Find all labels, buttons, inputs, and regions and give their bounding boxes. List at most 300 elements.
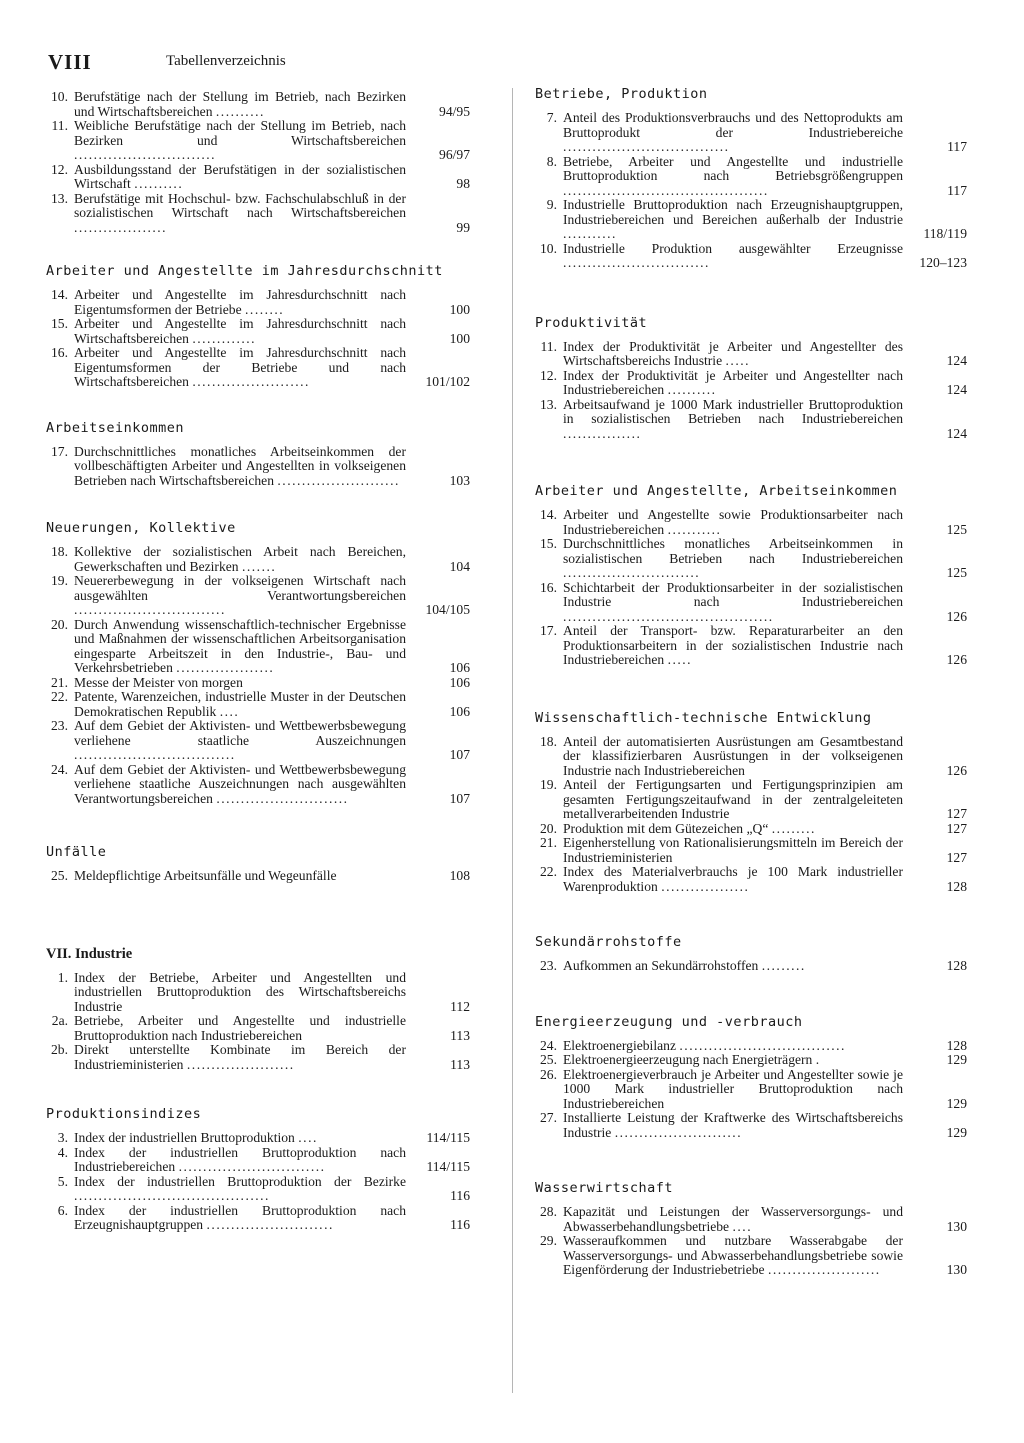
entry-title	[563, 369, 903, 398]
entry-title	[74, 1175, 406, 1204]
entry-text: Messe der Meister von morgen	[74, 674, 243, 690]
entry-text: Index der industriellen Bruttoproduktion der Bezirke	[74, 1173, 406, 1189]
page-ref[interactable]: 100	[449, 301, 470, 317]
toc-entry[interactable]	[46, 690, 470, 719]
entry-number: 22.	[51, 689, 68, 704]
toc-section	[535, 710, 967, 895]
page-ref[interactable]: 94/95	[439, 103, 470, 119]
page-ref[interactable]: 99	[456, 219, 470, 235]
page-ref[interactable]: 126	[946, 608, 967, 624]
toc-section	[535, 1180, 967, 1278]
entry-title	[563, 198, 903, 242]
section-heading: Arbeiter und Angestellte, Arbeitseinkommen	[535, 483, 898, 499]
entry-title	[563, 508, 903, 537]
entry-text: Weibliche Berufstätige nach der Stellung im Betrieb, nach Bezirken und Wirtschaftsbereichen	[74, 118, 406, 148]
entry-number: 23.	[540, 958, 557, 973]
entry-title	[563, 822, 903, 837]
entry-title	[563, 1111, 903, 1140]
toc-entry[interactable]	[46, 445, 470, 489]
page-ref[interactable]: 113	[450, 1056, 470, 1072]
page-ref[interactable]: 120–123	[919, 255, 967, 270]
toc-section	[46, 520, 470, 806]
page-ref[interactable]: 124	[946, 353, 967, 368]
section-heading: Arbeitseinkommen	[46, 419, 185, 436]
entry-number: 9.	[546, 197, 557, 212]
leader-dots: ..........	[215, 103, 265, 119]
entry-title	[563, 398, 903, 442]
page-ref[interactable]: 112	[450, 998, 470, 1014]
entry-number: 10.	[540, 240, 557, 256]
entry-title	[74, 192, 406, 236]
entry-text: Auf dem Gebiet der Aktivisten- und Wettbewerbsbewegung verliehene staatliche Auszeichnungen nach ausgewählten Verantwortungsbereichen	[74, 761, 406, 806]
leader-dots: ..............................	[563, 255, 710, 270]
toc-entry[interactable]	[535, 155, 967, 199]
page-ref[interactable]: 114/115	[426, 1159, 470, 1174]
toc-entry[interactable]	[535, 1234, 967, 1278]
entry-number: 13.	[51, 190, 68, 206]
running-title: Tabellenverzeichnis	[166, 53, 286, 69]
page-ref[interactable]: 114/115	[426, 1130, 470, 1145]
entry-title	[74, 1146, 406, 1175]
entry-text: Wasseraufkommen und nutzbare Wasserabgabe der Wasserversorgungs- und Abwasserbehandlungsbetriebe sowie Eigenförderung der Industriebetriebe	[563, 1233, 903, 1277]
entry-title	[74, 574, 406, 618]
toc-entry[interactable]	[46, 869, 470, 884]
leader-dots: ................	[563, 425, 642, 441]
toc-entry[interactable]	[46, 288, 470, 317]
page-ref[interactable]: 104	[449, 558, 470, 574]
leader-dots: .........	[761, 958, 806, 973]
toc-entry[interactable]	[46, 163, 470, 192]
toc-section	[535, 1014, 967, 1141]
entry-number: 22.	[540, 864, 557, 879]
page-ref[interactable]: 96/97	[439, 147, 470, 162]
leader-dots: ...........	[563, 226, 617, 241]
entry-text: Betriebe, Arbeiter und Angestellte und industrielle Bruttoproduktion nach Betriebsgrößengruppen	[563, 153, 903, 183]
entry-text: Durchschnittliches monatliches Arbeitseinkommen in sozialistischen Betrieben nach Industriebereichen	[563, 536, 903, 566]
leader-dots: ....	[219, 703, 240, 719]
entry-number: 2a.	[51, 1013, 68, 1028]
entry-title	[74, 618, 406, 676]
toc-entry[interactable]	[46, 1043, 470, 1072]
leader-dots: ..........................................	[563, 182, 769, 198]
entry-number: 16.	[540, 579, 557, 595]
page-ref[interactable]: 130	[946, 1218, 967, 1234]
entry-text: Berufstätige mit Hochschul- bzw. Fachschulabschluß in der sozialistischen Wirtschaft nach Wirtschaftsbereichen	[74, 190, 406, 220]
entry-number: 7.	[546, 110, 557, 125]
entry-title	[563, 1205, 903, 1234]
page-number: VIII	[48, 50, 92, 74]
entry-number: 27.	[540, 1110, 557, 1125]
entry-number: 4.	[57, 1144, 68, 1160]
entry-number: 2b.	[51, 1042, 68, 1057]
leader-dots: ............................	[563, 565, 701, 580]
page-ref[interactable]: 129	[946, 1095, 967, 1111]
entry-title	[74, 445, 406, 489]
entry-title	[74, 1043, 406, 1072]
entry-text: Anteil der Transport- bzw. Reparaturarbeiter an den Produktionsarbeitern in der sozialistischen Industrie nach Industriebereichen	[563, 623, 903, 667]
section-heading: Sekundärrohstoffe	[535, 934, 682, 950]
page-ref[interactable]: 117	[947, 139, 967, 154]
entry-text: Durch Anwendung wissenschaftlich-technischer Ergebnisse und Maßnahmen der wissenschaftlichen Arbeitsorganisation eingesparte Arbeitszeit in den Industrie-, Bau- und Verkehrsbetrieben	[74, 616, 406, 675]
entry-number: 23.	[51, 718, 68, 733]
toc-entry[interactable]	[535, 865, 967, 894]
toc-entry[interactable]	[46, 1131, 470, 1146]
page-ref[interactable]: 116	[450, 1217, 470, 1232]
entry-title	[563, 959, 903, 974]
entry-text: Industrielle Produktion ausgewählter Erzeugnisse	[563, 240, 903, 256]
entry-text: Index der industriellen Bruttoproduktion nach Erzeugnishauptgruppen	[74, 1202, 406, 1232]
page-ref[interactable]: 107	[449, 790, 470, 806]
entry-number: 16.	[51, 345, 68, 360]
entry-title	[74, 869, 406, 884]
toc-entry[interactable]	[535, 822, 967, 837]
entry-number: 25.	[51, 868, 68, 883]
section-heading: Neuerungen, Kollektive	[46, 520, 236, 536]
toc-entry[interactable]	[535, 959, 967, 974]
entry-title	[563, 778, 903, 822]
entry-number: 24.	[51, 761, 68, 777]
entry-title	[563, 340, 903, 369]
page-ref[interactable]: 124	[946, 382, 967, 397]
leader-dots: .....	[667, 652, 693, 667]
leader-dots: .............................	[74, 147, 217, 162]
section-heading: Unfälle	[46, 844, 107, 860]
toc-entry[interactable]	[535, 624, 967, 668]
entry-text: Direkt unterstellte Kombinate im Bereich der Industrieministerien	[74, 1042, 406, 1072]
entry-title	[563, 242, 903, 271]
entry-number: 21.	[51, 674, 68, 690]
entry-text: Schichtarbeit der Produktionsarbeiter in der sozialistischen Industrie nach Industriebereichen	[563, 579, 903, 609]
entry-text: Eigenherstellung von Rationalisierungsmitteln im Bereich der Industrieministerien	[563, 835, 903, 865]
section-heading: VII. Industrie	[46, 945, 133, 962]
entry-title	[74, 163, 406, 192]
entry-text: Arbeiter und Angestellte sowie Produktionsarbeiter nach Industriebereichen	[563, 507, 903, 537]
toc-entry[interactable]	[535, 242, 967, 271]
entry-number: 10.	[51, 89, 68, 104]
entry-title	[563, 1234, 903, 1278]
entry-text: Elektroenergiebilanz	[563, 1037, 676, 1053]
entry-title	[563, 111, 903, 155]
entry-text: Durchschnittliches monatliches Arbeitseinkommen der vollbeschäftigten Arbeiter und Angestellten in volkseigenen Betrieben nach Wirtschaftsbereichen	[74, 443, 406, 488]
entry-title	[74, 346, 406, 390]
leader-dots: ...........................	[216, 790, 349, 806]
entry-text: Anteil der Fertigungsarten und Fertigungsprinzipien am gesamten Fertigungszeitaufwand in der zentralgeleiteten metallverarbeitenden Industrie	[563, 777, 903, 821]
entry-title	[563, 1039, 903, 1054]
leader-dots: ...................	[74, 219, 168, 235]
toc-entry[interactable]	[535, 1205, 967, 1234]
entry-title	[74, 1131, 406, 1146]
leader-dots: ..................................	[563, 139, 730, 154]
entry-title	[74, 690, 406, 719]
entry-title	[74, 1204, 406, 1233]
leader-dots: .....	[725, 353, 751, 368]
leader-dots: ........................................	[74, 1188, 270, 1203]
page-ref[interactable]: 128	[946, 1037, 967, 1053]
leader-dots: ...........................................	[563, 608, 774, 624]
entry-title	[563, 836, 903, 865]
page-ref[interactable]: 126	[946, 652, 967, 667]
leader-dots: ..........	[134, 176, 184, 191]
entry-text: Ausbildungsstand der Berufstätigen in der sozialistischen Wirtschaft	[74, 161, 406, 191]
entry-number: 25.	[540, 1052, 557, 1067]
page-ref[interactable]: 127	[946, 849, 967, 865]
entry-text: Neuererbewegung in der volkseigenen Wirtschaft nach ausgewählten Verantwortungsbereichen	[74, 573, 406, 603]
page-ref[interactable]: 98	[456, 176, 470, 191]
toc-entry[interactable]	[535, 1111, 967, 1140]
page-ref[interactable]: 106	[449, 703, 470, 719]
section-heading: Wasserwirtschaft	[535, 1180, 674, 1196]
entry-number: 26.	[540, 1066, 557, 1082]
entry-number: 17.	[540, 623, 557, 638]
toc-entry[interactable]	[46, 1204, 470, 1233]
toc-entry[interactable]	[46, 119, 470, 163]
entry-number: 15.	[540, 536, 557, 551]
toc-entry[interactable]	[535, 1039, 967, 1054]
section-heading: Arbeiter und Angestellte im Jahresdurchschnitt	[46, 263, 443, 279]
entry-number: 18.	[51, 544, 68, 559]
toc-entry[interactable]	[535, 735, 967, 779]
page-ref[interactable]: 129	[946, 1052, 967, 1067]
page-ref[interactable]: 113	[450, 1027, 470, 1043]
entry-number: 20.	[540, 820, 557, 836]
section-heading: Wissenschaftlich-technische Entwicklung	[535, 709, 872, 726]
entry-title	[74, 545, 406, 574]
toc-entry[interactable]	[46, 346, 470, 390]
entry-title	[74, 288, 406, 317]
toc-entry[interactable]	[46, 574, 470, 618]
toc-right-column	[535, 86, 967, 1278]
entry-title	[74, 971, 406, 1015]
entry-text: Index des Materialverbrauchs je 100 Mark industrieller Warenproduktion	[563, 864, 903, 894]
leader-dots: ..........................	[206, 1217, 334, 1232]
toc-section	[46, 420, 470, 489]
page-ref[interactable]: 128	[946, 958, 967, 973]
entry-text: Arbeiter und Angestellte im Jahresdurchschnitt nach Wirtschaftsbereichen	[74, 316, 406, 346]
page-ref[interactable]: 106	[449, 660, 470, 675]
leader-dots: .........	[771, 820, 816, 836]
entry-text: Arbeitsaufwand je 1000 Mark industrieller Bruttoproduktion in sozialistischen Betrieben nach Industriebereichen	[563, 396, 903, 426]
entry-number: 14.	[540, 507, 557, 522]
toc-entry[interactable]	[46, 192, 470, 236]
entry-title	[563, 155, 903, 199]
toc-entry[interactable]	[46, 763, 470, 807]
entry-text: Index der industriellen Bruttoproduktion nach Industriebereichen	[74, 1144, 406, 1174]
entry-text: Betriebe, Arbeiter und Angestellte und industrielle Bruttoproduktion nach Industriebereichen	[74, 1013, 406, 1043]
toc-entry[interactable]	[46, 317, 470, 346]
toc-left-column	[46, 90, 470, 1233]
leader-dots: ...........	[667, 521, 722, 537]
entry-text: Kollektive der sozialistischen Arbeit nach Bereichen, Gewerkschaften und Bezirken	[74, 544, 406, 574]
leader-dots: ......................	[186, 1056, 295, 1072]
entry-title	[563, 624, 903, 668]
entry-title	[74, 90, 406, 119]
page-ref[interactable]: 108	[449, 868, 470, 883]
leader-dots: ..........................	[614, 1124, 743, 1140]
entry-text: Industrielle Bruttoproduktion nach Erzeugnishauptgruppen, Industriebereichen und Bereichen außerhalb der Industrie	[563, 197, 903, 227]
entry-number: 8.	[546, 153, 557, 169]
toc-section	[46, 1106, 470, 1233]
entry-title	[74, 763, 406, 807]
entry-number: 14.	[51, 287, 68, 302]
entry-title	[74, 719, 406, 763]
page-ref[interactable]: 125	[946, 521, 967, 537]
page-ref[interactable]: 127	[946, 806, 967, 821]
page-ref[interactable]: 130	[946, 1262, 967, 1277]
toc-section	[46, 946, 470, 1073]
entry-text: Elektroenergieverbrauch je Arbeiter und Angestellter sowie je 1000 Mark industrieller Bruttoproduktion nach Industriebereichen	[563, 1066, 903, 1111]
entry-title	[74, 317, 406, 346]
entry-number: 5.	[57, 1173, 68, 1189]
leader-dots: .......................	[767, 1262, 881, 1277]
toc-entry[interactable]	[535, 836, 967, 865]
toc-entry[interactable]	[46, 618, 470, 676]
leader-dots: ..........	[667, 382, 717, 397]
page-ref[interactable]: 126	[946, 762, 967, 778]
entry-number: 19.	[51, 573, 68, 588]
toc-entry[interactable]	[46, 676, 470, 691]
leader-dots: ....	[732, 1218, 753, 1234]
section-heading: Produktivität	[535, 314, 648, 331]
entry-title	[563, 865, 903, 894]
toc-entry[interactable]	[46, 719, 470, 763]
toc-section	[535, 315, 967, 442]
page-ref[interactable]: 127	[946, 820, 967, 836]
leader-dots: ........	[245, 301, 285, 317]
page-ref[interactable]: 101/102	[425, 374, 470, 389]
page-ref[interactable]: 117	[947, 182, 967, 198]
entry-number: 20.	[51, 616, 68, 632]
leader-dots: ....................	[176, 660, 275, 675]
entry-number: 18.	[540, 733, 557, 749]
toc-entry[interactable]	[535, 1068, 967, 1112]
entry-number: 12.	[540, 367, 557, 383]
leader-dots: .	[815, 1052, 821, 1067]
toc-entry[interactable]	[46, 1014, 470, 1043]
entry-text: Index der Produktivität je Arbeiter und Angestellter des Wirtschaftsbereichs Industrie	[563, 338, 903, 368]
entry-number: 11.	[51, 118, 68, 133]
page-ref[interactable]: 103	[449, 472, 470, 488]
entry-number: 13.	[540, 396, 557, 412]
entry-text: Patente, Warenzeichen, industrielle Muster in der Deutschen Demokratischen Republik	[74, 689, 406, 719]
entry-text: Arbeiter und Angestellte im Jahresdurchschnitt nach Eigentumsformen der Betriebe	[74, 287, 406, 317]
page-ref[interactable]: 124	[946, 425, 967, 441]
entry-number: 1.	[57, 969, 68, 985]
leader-dots: ..................................	[679, 1037, 846, 1053]
entry-text: Auf dem Gebiet der Aktivisten- und Wettbewerbsbewegung verliehene staatliche Auszeichnungen	[74, 718, 406, 748]
entry-number: 28.	[540, 1204, 557, 1219]
entry-title	[563, 1053, 903, 1068]
entry-number: 17.	[51, 443, 68, 459]
entry-title	[74, 1014, 406, 1043]
entry-title	[74, 119, 406, 163]
toc-entry[interactable]	[535, 1053, 967, 1068]
entry-text: Produktion mit dem Gütezeichen „Q“	[563, 820, 769, 836]
page-ref[interactable]: 118/119	[923, 226, 967, 241]
toc-entry[interactable]	[535, 198, 967, 242]
page-ref[interactable]: 100	[449, 330, 470, 346]
entry-number: 24.	[540, 1037, 557, 1053]
leader-dots: .........................	[277, 472, 400, 488]
toc-section	[46, 263, 470, 390]
leader-dots: .................................	[74, 747, 236, 762]
toc-entry[interactable]	[535, 398, 967, 442]
entry-text: Index der Produktivität je Arbeiter und Angestellter nach Industriebereichen	[563, 367, 903, 397]
leader-dots: ....	[298, 1130, 318, 1145]
leader-dots: .............	[192, 330, 257, 346]
leader-dots: .......	[241, 558, 277, 574]
toc-entry[interactable]	[535, 778, 967, 822]
page-ref[interactable]: 106	[449, 674, 470, 690]
toc-entry[interactable]	[46, 1146, 470, 1175]
leader-dots: ..................	[661, 878, 750, 894]
entry-text: Anteil des Produktionsverbrauchs und des Nettoprodukts am Bruttoprodukt der Industriebereiche	[563, 110, 903, 140]
entry-number: 6.	[57, 1202, 68, 1218]
entry-text: Berufstätige nach der Stellung im Betrieb, nach Bezirken und Wirtschaftsbereichen	[74, 89, 406, 119]
toc-section	[535, 483, 967, 668]
entry-number: 21.	[540, 835, 557, 850]
entry-number: 3.	[57, 1130, 68, 1145]
section-heading: Betriebe, Produktion	[535, 86, 708, 102]
section-heading: Produktionsindizes	[46, 1106, 202, 1122]
entry-number: 11.	[540, 338, 557, 354]
toc-entry[interactable]	[535, 537, 967, 581]
toc-entry[interactable]	[535, 581, 967, 625]
toc-entry[interactable]	[535, 111, 967, 155]
entry-number: 29.	[540, 1233, 557, 1248]
entry-number: 15.	[51, 316, 68, 331]
entry-text: Kapazität und Leistungen der Wasserversorgungs- und Abwasserbehandlungsbetriebe	[563, 1204, 903, 1234]
toc-entry[interactable]	[535, 340, 967, 369]
toc-section	[46, 844, 470, 884]
toc-entry[interactable]	[46, 90, 470, 119]
entry-title	[563, 537, 903, 581]
entry-number: 19.	[540, 777, 557, 792]
page-ref[interactable]: 116	[450, 1188, 470, 1203]
page-ref[interactable]: 125	[946, 565, 967, 580]
entry-text: Index der Betriebe, Arbeiter und Angestellten und industriellen Bruttoproduktion des Wirtschaftsbereichs Industrie	[74, 969, 406, 1014]
toc-entry[interactable]	[46, 545, 470, 574]
section-heading: Energieerzeugung und -verbrauch	[535, 1013, 803, 1030]
toc-entry[interactable]	[46, 971, 470, 1015]
leader-dots: ..............................	[178, 1159, 326, 1174]
entry-text: Arbeiter und Angestellte im Jahresdurchschnitt nach Eigentumsformen der Betriebe und nach Wirtschaftsbereichen	[74, 345, 406, 389]
page-ref[interactable]: 104/105	[425, 602, 470, 617]
entry-number: 12.	[51, 161, 68, 177]
toc-section	[535, 86, 967, 271]
page-ref[interactable]: 129	[946, 1124, 967, 1140]
entry-text: Installierte Leistung der Kraftwerke des Wirtschaftsbereichs Industrie	[563, 1110, 903, 1140]
column-divider	[512, 88, 513, 1393]
entry-title	[74, 676, 406, 691]
entry-title	[563, 581, 903, 625]
toc-entry[interactable]	[46, 1175, 470, 1204]
page-ref[interactable]: 107	[449, 747, 470, 762]
entry-text: Meldepflichtige Arbeitsunfälle und Wegeunfälle	[74, 868, 337, 883]
toc-entry[interactable]	[535, 369, 967, 398]
entry-text: Index der industriellen Bruttoproduktion	[74, 1130, 295, 1145]
toc-section	[535, 934, 967, 974]
page-ref[interactable]: 128	[946, 878, 967, 894]
entry-title	[563, 735, 903, 779]
entry-title	[563, 1068, 903, 1112]
entry-text: Aufkommen an Sekundärrohstoffen	[563, 958, 759, 973]
entry-text: Anteil der automatisierten Ausrüstungen am Gesamtbestand der klassifizierbaren Ausrüstungen in der volkseigenen Industrie nach Industriebereichen	[563, 733, 903, 778]
leader-dots: ........................	[192, 374, 310, 389]
toc-entry[interactable]	[535, 508, 967, 537]
toc-section	[46, 90, 470, 235]
entry-text: Elektroenergieerzeugung nach Energieträgern	[563, 1052, 813, 1067]
leader-dots: ...............................	[74, 602, 226, 617]
